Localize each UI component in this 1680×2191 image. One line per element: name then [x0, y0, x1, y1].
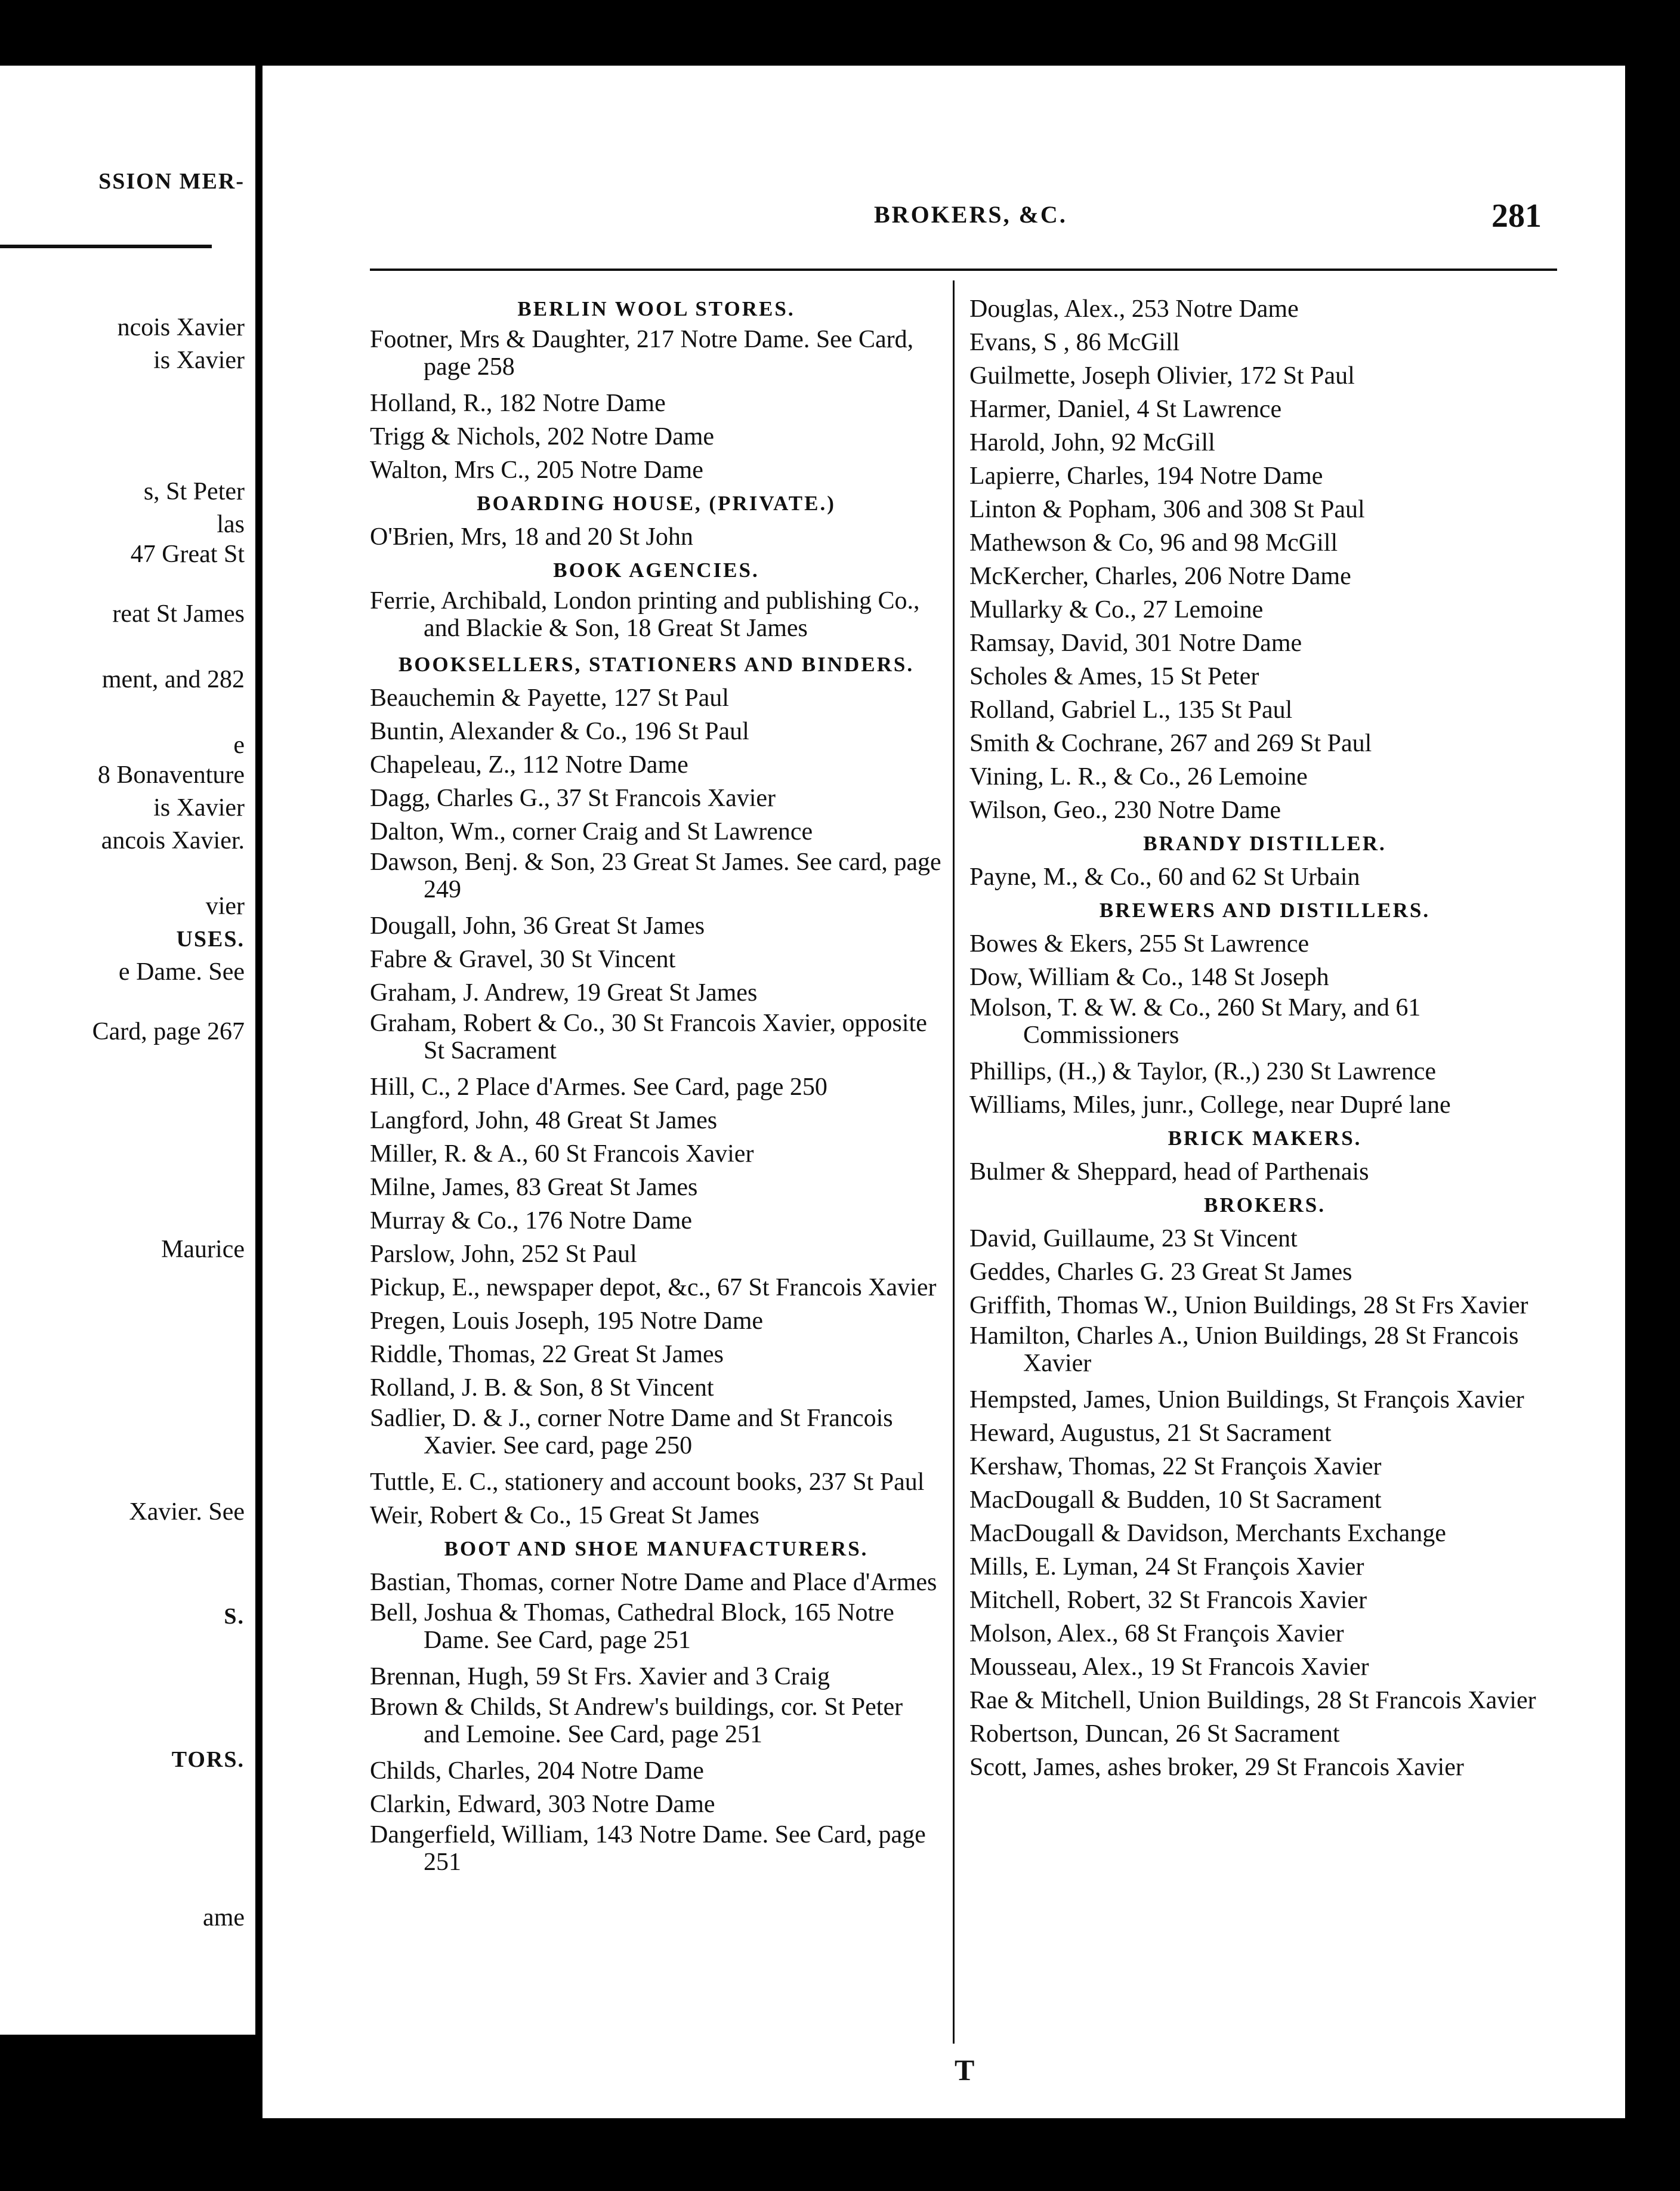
directory-entry: Weir, Robert & Co., 15 Great St James — [370, 1502, 759, 1529]
directory-entry: Rolland, J. B. & Son, 8 St Vincent — [370, 1374, 714, 1402]
directory-entry: MacDougall & Budden, 10 St Sacrament — [969, 1486, 1382, 1514]
directory-entry: Brennan, Hugh, 59 St Frs. Xavier and 3 Craig — [370, 1663, 830, 1690]
facing-page-text: e — [233, 732, 245, 759]
directory-entry: Bowes & Ekers, 255 St Lawrence — [969, 930, 1310, 958]
facing-page-text: TORS. — [171, 1747, 245, 1772]
directory-entry: Dawson, Benj. & Son, 23 Great St James. See card, page 249 — [370, 848, 941, 903]
section-heading: BOOK AGENCIES. — [553, 558, 759, 582]
facing-page-text: e Dame. See — [118, 958, 245, 986]
directory-entry: Langford, John, 48 Great St James — [370, 1107, 718, 1134]
directory-entry: Mitchell, Robert, 32 St Francois Xavier — [969, 1587, 1367, 1614]
facing-page-rule — [0, 245, 212, 248]
directory-entry: Riddle, Thomas, 22 Great St James — [370, 1341, 724, 1368]
directory-entry: Phillips, (H.,) & Taylor, (R.,) 230 St Lawrence — [969, 1058, 1436, 1085]
directory-entry: Scholes & Ames, 15 St Peter — [969, 663, 1259, 690]
directory-entry: Molson, T. & W. & Co., 260 St Mary, and 61 Commissioners — [969, 994, 1421, 1049]
directory-entry: Bulmer & Sheppard, head of Parthenais — [969, 1158, 1369, 1186]
directory-entry: David, Guillaume, 23 St Vincent — [969, 1225, 1298, 1252]
facing-page-text: ncois Xavier — [117, 314, 245, 341]
directory-entry: MacDougall & Davidson, Merchants Exchange — [969, 1520, 1446, 1547]
directory-entry: Parslow, John, 252 St Paul — [370, 1240, 637, 1268]
facing-page-text: 47 Great St — [130, 541, 245, 568]
facing-page-text: 8 Bonaventure — [97, 761, 245, 789]
directory-entry: Buntin, Alexander & Co., 196 St Paul — [370, 718, 749, 745]
directory-entry: Harold, John, 92 McGill — [969, 429, 1215, 456]
section-heading: BOOKSELLERS, STATIONERS AND BINDERS. — [398, 653, 915, 676]
directory-entry: Payne, M., & Co., 60 and 62 St Urbain — [969, 863, 1360, 891]
directory-entry: Ramsay, David, 301 Notre Dame — [969, 629, 1302, 657]
directory-entry: Graham, Robert & Co., 30 St Francois Xavier, opposite St Sacrament — [370, 1010, 927, 1064]
directory-entry: Wilson, Geo., 230 Notre Dame — [969, 797, 1281, 824]
directory-entry: Vining, L. R., & Co., 26 Lemoine — [969, 763, 1308, 791]
directory-entry: Griffith, Thomas W., Union Buildings, 28 St Frs Xavier — [969, 1292, 1528, 1319]
directory-entry: Linton & Popham, 306 and 308 St Paul — [969, 496, 1365, 523]
directory-entry: Hill, C., 2 Place d'Armes. See Card, page 250 — [370, 1073, 827, 1101]
directory-entry: Guilmette, Joseph Olivier, 172 St Paul — [969, 362, 1355, 390]
directory-entry: Lapierre, Charles, 194 Notre Dame — [969, 462, 1323, 490]
directory-entry: Miller, R. & A., 60 St Francois Xavier — [370, 1140, 754, 1168]
facing-page-text: s, St Peter — [143, 478, 245, 505]
directory-entry: Pickup, E., newspaper depot, &c., 67 St Francois Xavier — [370, 1274, 937, 1301]
directory-entry: Scott, James, ashes broker, 29 St Francois Xavier — [969, 1754, 1464, 1781]
facing-page-text: vier — [205, 893, 245, 920]
facing-page-text: ame — [203, 1904, 245, 1931]
directory-entry: Brown & Childs, St Andrew's buildings, cor. St Peter and Lemoine. See Card, page 251 — [370, 1693, 903, 1748]
directory-entry: Milne, James, 83 Great St James — [370, 1174, 698, 1201]
facing-page-text: reat St James — [112, 600, 245, 628]
section-heading: BRANDY DISTILLER. — [1143, 832, 1386, 855]
facing-page-text: ancois Xavier. — [101, 827, 245, 854]
page-number: 281 — [1491, 198, 1542, 234]
directory-entry: Smith & Cochrane, 267 and 269 St Paul — [969, 730, 1372, 757]
header-rule — [370, 269, 1557, 271]
directory-entry: Footner, Mrs & Daughter, 217 Notre Dame. See Card, page 258 — [370, 326, 914, 381]
facing-page-fragment — [0, 66, 255, 2035]
directory-entry: Rolland, Gabriel L., 135 St Paul — [969, 696, 1293, 724]
directory-entry: Dalton, Wm., corner Craig and St Lawrence — [370, 818, 813, 845]
directory-entry: Kershaw, Thomas, 22 St François Xavier — [969, 1453, 1382, 1480]
facing-page-text: Card, page 267 — [92, 1018, 245, 1045]
directory-entry: Heward, Augustus, 21 St Sacrament — [969, 1419, 1332, 1447]
directory-entry: Mousseau, Alex., 19 St Francois Xavier — [969, 1653, 1369, 1681]
directory-entry: Mills, E. Lyman, 24 St François Xavier — [969, 1553, 1364, 1581]
directory-entry: Hamilton, Charles A., Union Buildings, 28 St Francois Xavier — [969, 1322, 1519, 1377]
directory-entry: Walton, Mrs C., 205 Notre Dame — [370, 456, 703, 484]
facing-page-text: SSION MER- — [98, 169, 245, 194]
directory-entry: McKercher, Charles, 206 Notre Dame — [969, 563, 1351, 590]
facing-page-text: USES. — [176, 927, 245, 952]
directory-entry: Tuttle, E. C., stationery and account books, 237 St Paul — [370, 1468, 925, 1496]
directory-entry: Mullarky & Co., 27 Lemoine — [969, 596, 1264, 624]
running-head: BROKERS, &C. — [874, 201, 1067, 228]
directory-entry: Rae & Mitchell, Union Buildings, 28 St Francois Xavier — [969, 1687, 1536, 1714]
directory-entry: Dow, William & Co., 148 St Joseph — [969, 964, 1329, 991]
facing-page-text: Maurice — [161, 1236, 245, 1263]
section-heading: BRICK MAKERS. — [1168, 1127, 1362, 1150]
directory-entry: Fabre & Gravel, 30 St Vincent — [370, 946, 676, 973]
left-column — [370, 292, 943, 1882]
facing-page-text: S. — [224, 1604, 245, 1629]
directory-entry: O'Brien, Mrs, 18 and 20 St John — [370, 523, 693, 551]
directory-entry: Dagg, Charles G., 37 St Francois Xavier — [370, 785, 776, 812]
section-heading: BREWERS AND DISTILLERS. — [1099, 899, 1431, 922]
directory-entry: Bastian, Thomas, corner Notre Dame and Place d'Armes — [370, 1569, 937, 1596]
signature-mark: T — [955, 2053, 975, 2087]
directory-entry: Dangerfield, William, 143 Notre Dame. See Card, page 251 — [370, 1821, 926, 1876]
directory-entry: Bell, Joshua & Thomas, Cathedral Block, 165 Notre Dame. See Card, page 251 — [370, 1599, 894, 1654]
directory-entry: Sadlier, D. & J., corner Notre Dame and St Francois Xavier. See card, page 250 — [370, 1405, 893, 1459]
directory-entry: Trigg & Nichols, 202 Notre Dame — [370, 423, 715, 450]
directory-entry: Geddes, Charles G. 23 Great St James — [969, 1258, 1352, 1286]
directory-entry: Murray & Co., 176 Notre Dame — [370, 1207, 693, 1235]
directory-entry: Holland, R., 182 Notre Dame — [370, 390, 666, 417]
facing-page-text: Xavier. See — [129, 1498, 245, 1526]
directory-entry: Mathewson & Co, 96 and 98 McGill — [969, 529, 1338, 557]
directory-entry: Graham, J. Andrew, 19 Great St James — [370, 979, 758, 1007]
right-column — [969, 292, 1560, 1784]
section-heading: BOOT AND SHOE MANUFACTURERS. — [444, 1537, 869, 1560]
directory-entry: Pregen, Louis Joseph, 195 Notre Dame — [370, 1307, 764, 1335]
facing-page-text: ment, and 282 — [101, 666, 245, 693]
directory-page — [262, 66, 1625, 2118]
directory-entry: Evans, S , 86 McGill — [969, 329, 1180, 356]
facing-page-text: las — [217, 511, 245, 538]
directory-entry: Williams, Miles, junr., College, near Dupré lane — [969, 1091, 1451, 1119]
directory-entry: Ferrie, Archibald, London printing and publishing Co., and Blackie & Son, 18 Great St James — [370, 587, 920, 642]
column-divider — [953, 280, 955, 2044]
directory-entry: Harmer, Daniel, 4 St Lawrence — [969, 396, 1282, 423]
directory-entry: Dougall, John, 36 Great St James — [370, 912, 705, 940]
section-heading: BROKERS. — [1204, 1193, 1326, 1217]
section-heading: BOARDING HOUSE, (PRIVATE.) — [477, 492, 836, 515]
directory-entry: Hempsted, James, Union Buildings, St François Xavier — [969, 1386, 1524, 1414]
directory-entry: Chapeleau, Z., 112 Notre Dame — [370, 751, 688, 779]
directory-entry: Molson, Alex., 68 St François Xavier — [969, 1620, 1344, 1647]
directory-entry: Robertson, Duncan, 26 St Sacrament — [969, 1720, 1340, 1748]
directory-entry: Childs, Charles, 204 Notre Dame — [370, 1757, 704, 1785]
facing-page-text: is Xavier — [153, 347, 245, 374]
directory-entry: Clarkin, Edward, 303 Notre Dame — [370, 1791, 715, 1818]
directory-entry: Douglas, Alex., 253 Notre Dame — [969, 295, 1299, 323]
directory-entry: Beauchemin & Payette, 127 St Paul — [370, 684, 729, 712]
facing-page-text: is Xavier — [153, 794, 245, 822]
section-heading: BERLIN WOOL STORES. — [517, 297, 795, 320]
